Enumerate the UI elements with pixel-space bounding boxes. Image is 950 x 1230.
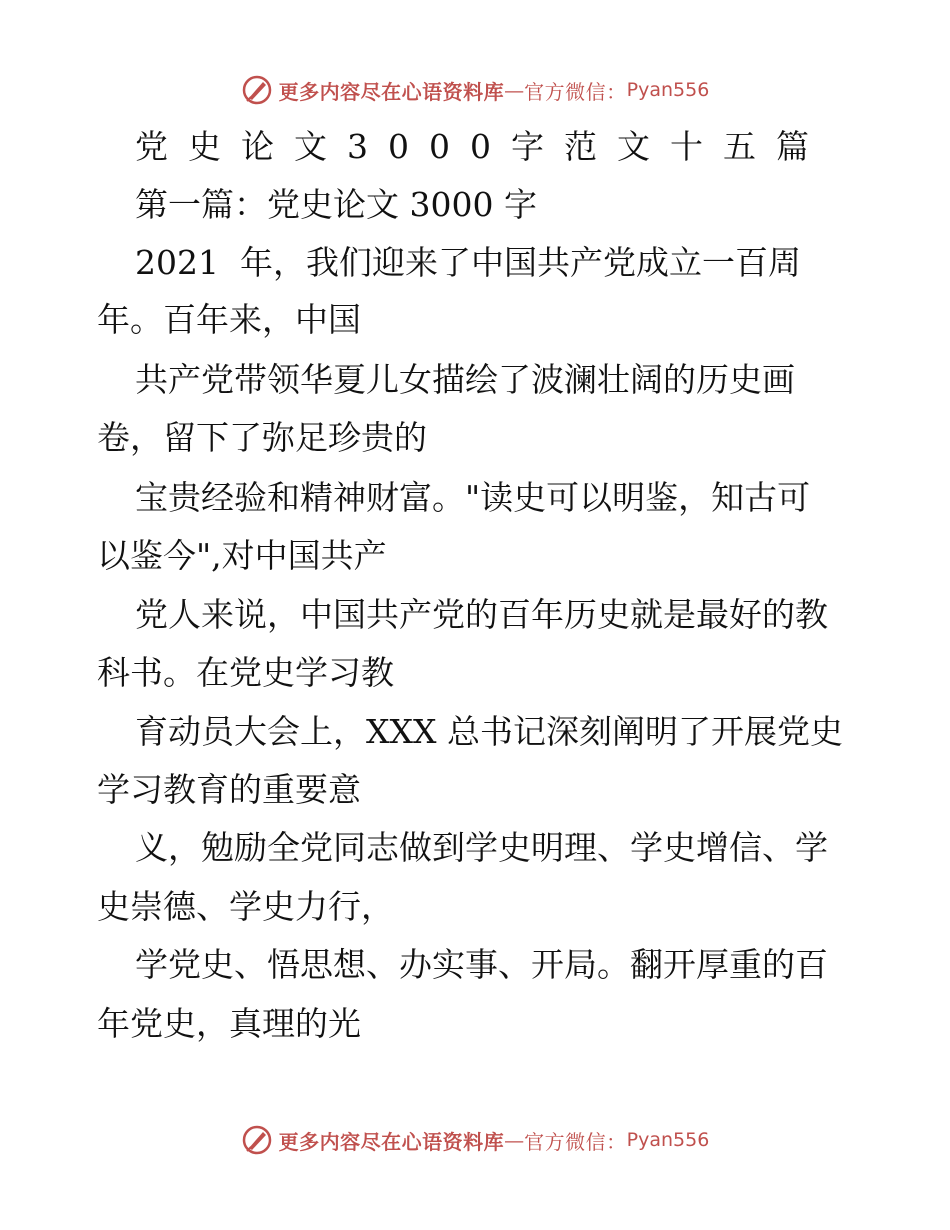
wechat-id: Pyan556 [626, 79, 710, 101]
document-title: 党史论文3000字范文十五篇 [135, 127, 829, 166]
paragraph-line: 学党史、悟思想、办实事、开局。翻开厚重的百 [135, 945, 828, 984]
paragraph-line: 育动员大会上，XXX 总书记深刻阐明了开展党史 [135, 712, 843, 751]
watermark-separator: — [504, 1128, 525, 1152]
watermark-text: 更多内容尽在心语资料库 [278, 79, 505, 104]
quill-logo-icon [241, 1124, 273, 1156]
wechat-label: 官方微信： [524, 1129, 627, 1154]
paragraph-line: 学习教育的重要意 [97, 770, 361, 809]
document-subtitle: 第一篇：党史论文 3000 字 [135, 185, 537, 224]
wechat-label: 官方微信： [524, 79, 627, 104]
header-watermark [0, 70, 950, 110]
paragraph-line: 史崇德、学史力行， [97, 887, 394, 926]
paragraph-line: 义，勉励全党同志做到学史明理、学史增信、学 [135, 828, 828, 867]
paragraph-line: 党人来说，中国共产党的百年历史就是最好的教 [135, 595, 828, 634]
wechat-id: Pyan556 [626, 1129, 710, 1151]
paragraph-line: 共产党带领华夏儿女描绘了波澜壮阔的历史画 [135, 360, 795, 399]
quill-logo-icon [241, 74, 273, 106]
paragraph-line: 以鉴今",对中国共产 [97, 536, 387, 575]
paragraph-line: 卷，留下了弥足珍贵的 [97, 418, 427, 457]
watermark-separator: — [504, 78, 525, 102]
paragraph-line: 宝贵经验和精神财富。"读史可以明鉴，知古可 [135, 478, 811, 517]
footer-watermark [0, 1120, 950, 1160]
paragraph-line: 年党史，真理的光 [97, 1004, 361, 1043]
paragraph-line: 2021 年，我们迎来了中国共产党成立一百周 [135, 243, 801, 282]
watermark-text: 更多内容尽在心语资料库 [278, 1129, 505, 1154]
paragraph-line: 年。百年来，中国 [97, 300, 361, 339]
paragraph-line: 科书。在党史学习教 [97, 653, 394, 692]
